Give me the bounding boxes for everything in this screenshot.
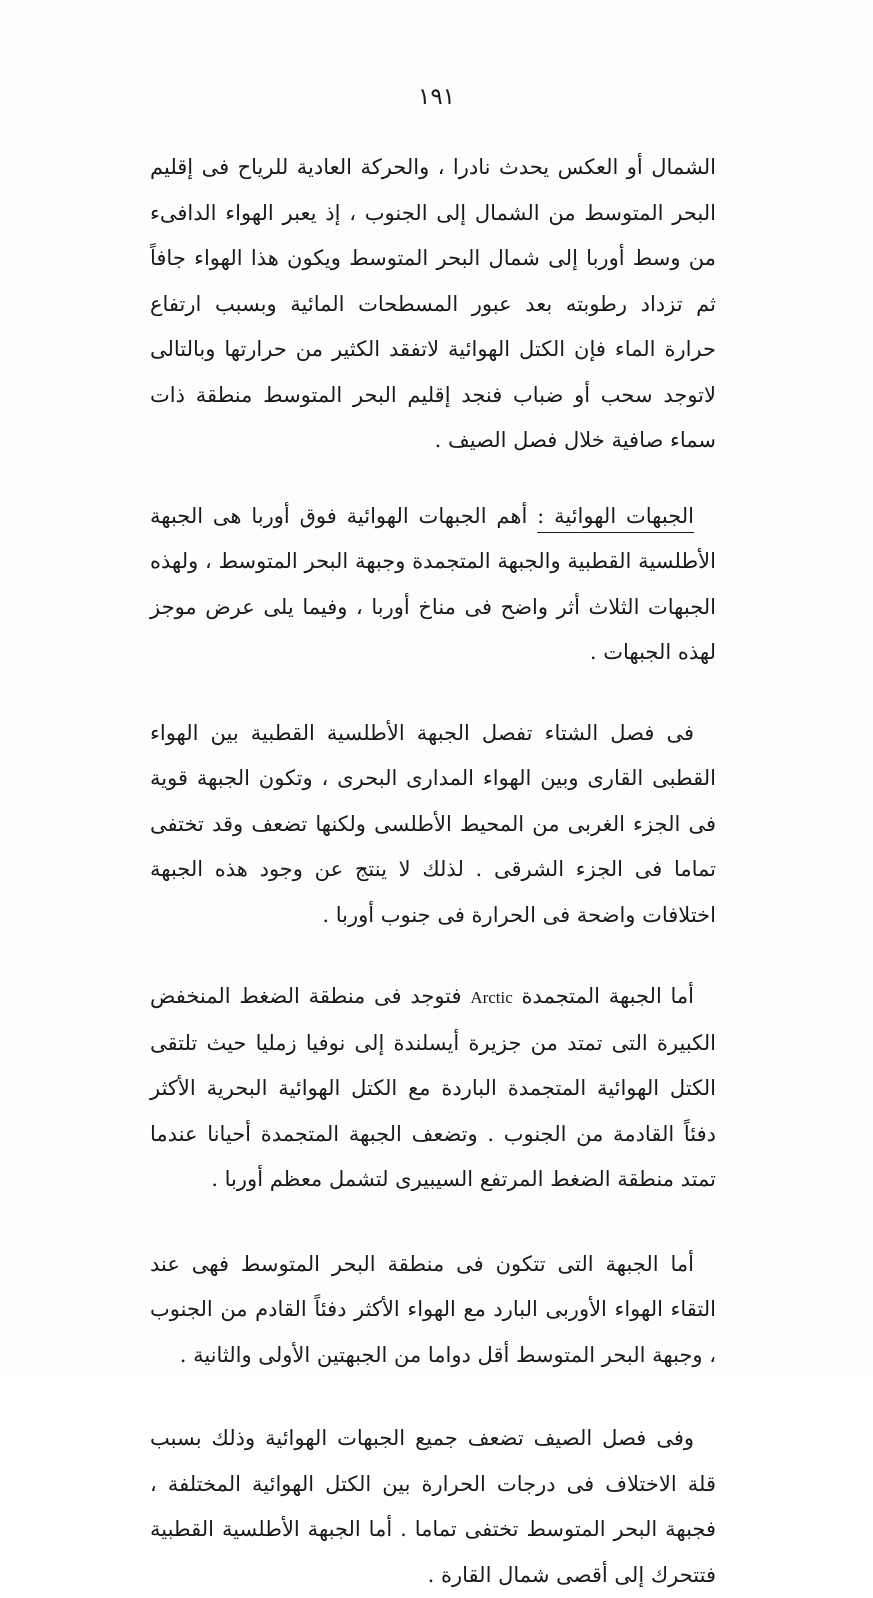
latin-term-arctic: Arctic [470, 988, 513, 1007]
paragraph-mediterranean-front: أما الجبهة التى تتكون فى منطقة البحر المتوسط فهى عند التقاء الهواء الأوربى البارد مع الهواء الأكثر دفئاً القادم من الجنوب ، وجبهة البحر المتوسط أقل دواما من الجبهتين الأولى والثانية . [150, 1251, 716, 1367]
paragraph-arctic-front [150, 974, 716, 1203]
paragraph-summer-fronts: وفى فصل الصيف تضعف جميع الجبهات الهوائية وذلك بسبب قلة الاختلاف فى درجات الحرارة بين الكتل الهوائية المختلفة ، فجبهة البحر المتوسط تختفى تماما . أما الجبهة الأطلسية القطبية فتتحرك إلى أقصى شمال القارة . [150, 1426, 716, 1587]
body-text [150, 145, 716, 1598]
page-number: ١٩١ [417, 84, 456, 110]
arctic-text-before: أما الجبهة المتجمدة [521, 984, 695, 1008]
section-heading-air-fronts: الجبهات الهوائية : [537, 503, 694, 528]
paragraph-air-fronts [150, 494, 716, 676]
arctic-text-after: فتوجد فى منطقة الضغط المنخفض الكبيرة التى تمتد من جزيرة أيسلندة إلى نوفيا زمليا حيث تلتقى الكتل الهوائية المتجمدة الباردة مع الكتل الهوائية البحرية الأكثر دفئاً القادمة من الجنوب . وتضعف الجبهة المتجمدة أحيانا عندما تمتد منطقة الضغط المرتفع السيبيرى لتشمل معظم أوربا . [150, 984, 716, 1191]
paragraph-air-fronts-text: أهم الجبهات الهوائية فوق أوربا هى الجبهة الأطلسية القطبية والجبهة المتجمدة وجبهة البحر المتوسط ، ولهذه الجبهات الثلاث أثر واضح فى مناخ أوربا ، وفيما يلى عرض موجز لهذه الجبهات . [150, 503, 716, 664]
paragraph-polar-atlantic-front: فى فصل الشتاء تفصل الجبهة الأطلسية القطبية بين الهواء القطبى القارى وبين الهواء المدارى البحرى ، وتكون الجبهة قوية فى الجزء الغربى من المحيط الأطلسى ولكنها تضعف وقد تختفى تماما فى الجزء الشرقى . لذلك لا ينتج عن وجود هذه الجبهة اختلافات واضحة فى الحرارة فى جنوب أوربا . [150, 720, 716, 927]
paragraph-mediterranean-winds: الشمال أو العكس يحدث نادرا ، والحركة العادية للرياح فى إقليم البحر المتوسط من الشمال إلى الجنوب ، إذ يعبر الهواء الدافىء من وسط أوربا إلى شمال البحر المتوسط ويكون هذا الهواء جافاً ثم تزداد رطوبته بعد عبور المسطحات المائية وبسبب ارتفاع حرارة الماء فإن الكتل الهوائية لاتفقد الكثير من حرارتها وبالتالى لاتوجد سحب أو ضباب فنجد إقليم البحر المتوسط منطقة ذات سماء صافية خلال فصل الصيف . [150, 155, 716, 452]
